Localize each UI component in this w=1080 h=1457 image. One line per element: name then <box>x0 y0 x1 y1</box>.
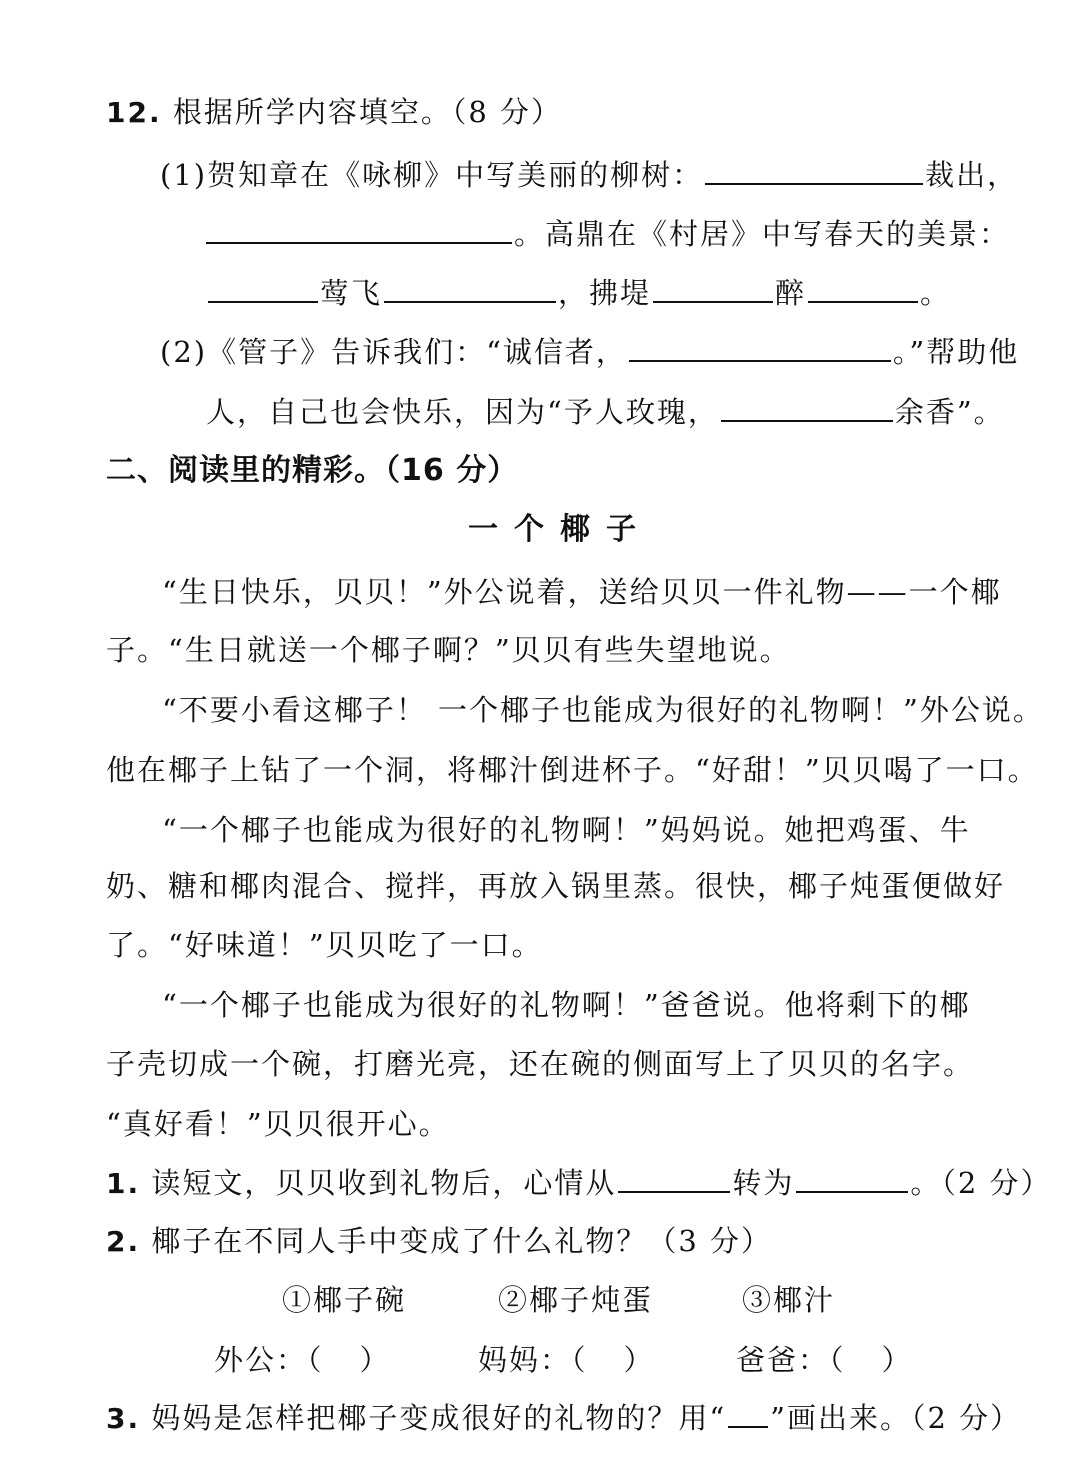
story-line: 奶、糖和椰肉混合、搅拌，再放入锅里蒸。很快，椰子炖蛋便做好 <box>106 869 1006 903</box>
story-line: “一个椰子也能成为很好的礼物啊！”爸爸说。他将剩下的椰 <box>162 988 971 1022</box>
answer-waigong <box>214 1340 391 1380</box>
story-line: “真好看！”贝贝很开心。 <box>106 1107 450 1141</box>
q12-line-5 <box>206 392 1005 432</box>
story-line: “不要小看这椰子！ 一个椰子也能成为很好的礼物啊！”外公说。 <box>162 693 1044 727</box>
text-segment: 莺飞 <box>320 276 383 310</box>
q12-line-1 <box>160 155 1018 195</box>
text-segment: ”画出来。（2 分） <box>770 1401 1022 1435</box>
q12-line-3 <box>206 273 951 313</box>
text-segment: ，拂堤 <box>558 276 652 310</box>
q12-title-line <box>106 92 562 133</box>
text-segment: 。”帮助他 <box>892 335 1020 369</box>
question-number: 12. <box>106 96 162 129</box>
text-segment: 。 <box>920 276 952 310</box>
answer-blank[interactable] <box>618 1163 730 1193</box>
text-segment: (2)《管子》告诉我们：“诚信者， <box>160 335 627 369</box>
q12-line-2 <box>204 214 1010 254</box>
answer-mama <box>478 1340 655 1380</box>
question-3 <box>106 1398 1021 1439</box>
text-segment: 读短文，贝贝收到礼物后，心情从 <box>151 1166 617 1200</box>
text-segment: 。（2 分） <box>910 1166 1052 1200</box>
answer-paren-close: ） <box>359 1343 391 1377</box>
underline-mark <box>728 1398 768 1428</box>
answer-paren-close: ） <box>881 1343 913 1377</box>
q12-line-4 <box>160 332 1019 372</box>
answer-baba <box>736 1340 913 1380</box>
answer-blank[interactable] <box>705 155 923 185</box>
question-1 <box>106 1163 1052 1204</box>
question-number: 2. <box>106 1225 141 1258</box>
answer-blank[interactable] <box>384 273 556 303</box>
answer-blank[interactable] <box>629 332 891 362</box>
question-prompt: 椰子在不同人手中变成了什么礼物？（3 分） <box>151 1224 773 1258</box>
text-segment: 转为 <box>732 1166 795 1200</box>
answer-paren-close: ） <box>623 1343 655 1377</box>
question-number: 3. <box>106 1402 141 1435</box>
answer-label: 爸爸： <box>736 1343 830 1377</box>
answer-label: 妈妈： <box>478 1343 572 1377</box>
story-line: “生日快乐，贝贝！”外公说着，送给贝贝一件礼物——一个椰 <box>162 575 1002 609</box>
text-segment: 。高鼎在《村居》中写春天的美景： <box>514 217 1011 251</box>
answer-blank[interactable] <box>208 273 318 303</box>
text-segment: 妈妈是怎样把椰子变成很好的礼物的？用“ <box>151 1401 727 1435</box>
text-segment: 裁出， <box>925 158 1019 192</box>
option-2: ②椰子炖蛋 <box>498 1283 654 1317</box>
answer-paren-open: （ <box>571 1343 588 1377</box>
story-line: 他在椰子上钻了一个洞，将椰汁倒进杯子。“好甜！”贝贝喝了一口。 <box>106 753 1039 787</box>
answer-blank[interactable] <box>796 1163 908 1193</box>
answer-blank[interactable] <box>808 273 918 303</box>
question-2 <box>106 1221 772 1262</box>
question-prompt: 根据所学内容填空。（8 分） <box>172 95 562 129</box>
answer-blank[interactable] <box>721 392 893 422</box>
option-1: ①椰子碗 <box>282 1283 407 1317</box>
answer-paren-open: （ <box>307 1343 324 1377</box>
text-segment: 醉 <box>775 276 807 310</box>
text-segment: 人，自己也会快乐，因为“予人玫瑰， <box>206 395 719 429</box>
section-heading: 二、阅读里的精彩。（16 分） <box>106 453 519 488</box>
answer-label: 外公： <box>214 1343 308 1377</box>
text-segment: 余香”。 <box>894 395 1005 429</box>
story-line: 了。“好味道！”贝贝吃了一口。 <box>106 928 543 962</box>
answer-paren-open: （ <box>829 1343 846 1377</box>
text-segment: (1)贺知章在《咏柳》中写美丽的柳树： <box>160 158 704 192</box>
story-line: “一个椰子也能成为很好的礼物啊！”妈妈说。她把鸡蛋、牛 <box>162 813 971 847</box>
story-line: 子壳切成一个碗，打磨光亮，还在碗的侧面写上了贝贝的名字。 <box>106 1047 975 1081</box>
story-title: 一个椰子 <box>468 512 652 547</box>
story-line: 子。“生日就送一个椰子啊？”贝贝有些失望地说。 <box>106 633 791 667</box>
option-3: ③椰汁 <box>742 1283 836 1317</box>
question-number: 1. <box>106 1167 141 1200</box>
answer-blank[interactable] <box>206 214 512 244</box>
answer-blank[interactable] <box>653 273 773 303</box>
